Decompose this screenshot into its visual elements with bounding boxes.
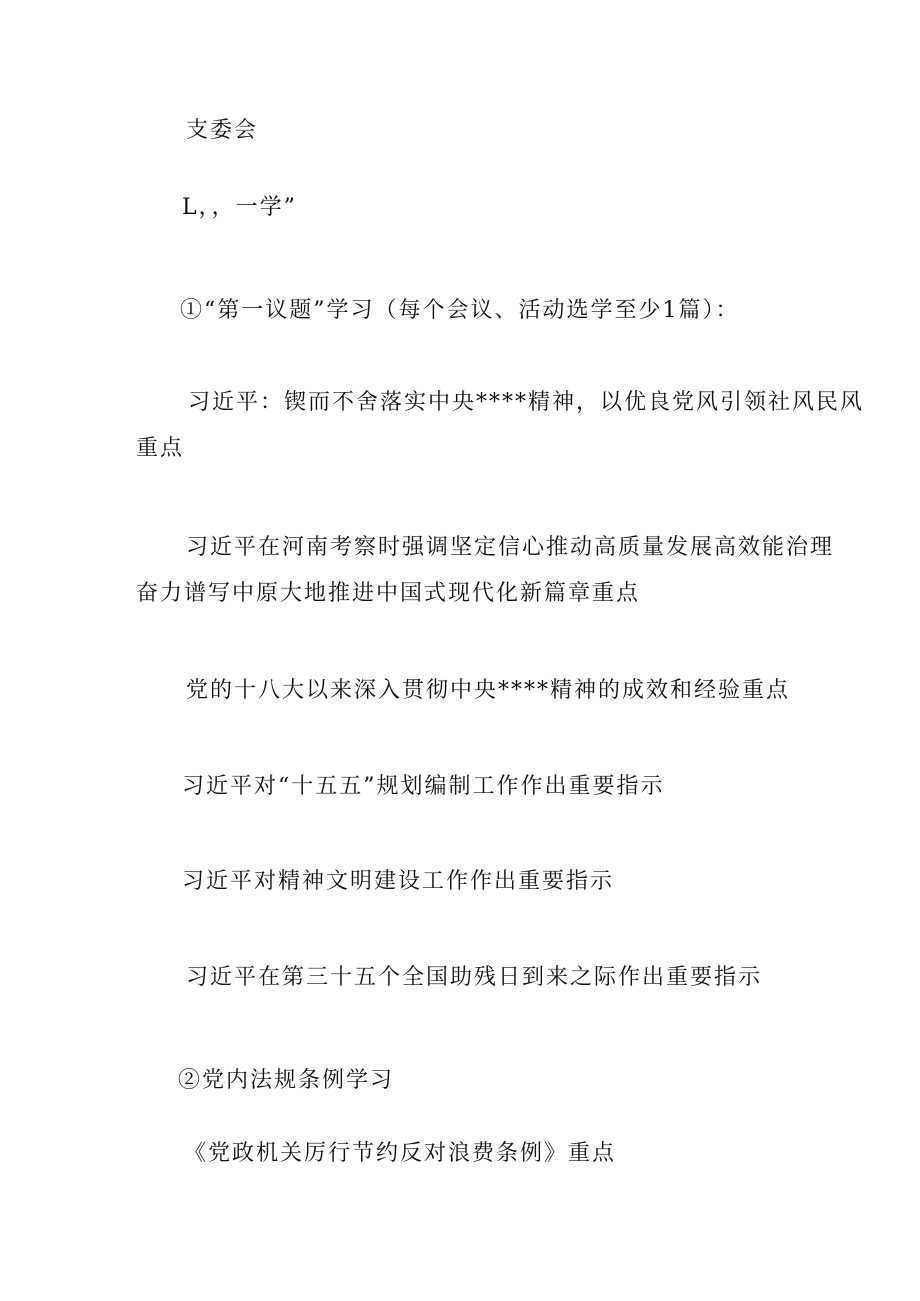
item-1 xyxy=(136,380,864,472)
item-1-line-2: 重点 xyxy=(136,436,185,461)
item-2-line-2: 奋力谱写中原大地推进中国式现代化新篇章重点 xyxy=(136,581,641,606)
note-text: L，，一学” xyxy=(182,195,297,220)
section-1-title: ①“第一议题”学习（每个会议、活动选学至少1篇）： xyxy=(180,298,740,323)
item-1-line-1: 习近平：锲而不舍落实中央****精神，以优良党风引领社风民风 xyxy=(188,390,865,415)
heading-text: 支委会 xyxy=(186,118,259,143)
item-2 xyxy=(136,525,834,617)
item-5: 习近平对精神文明建设工作作出重要指示 xyxy=(182,869,615,894)
item-7: 《党政机关厉行节约反对浪费条例》重点 xyxy=(184,1141,617,1166)
item-6: 习近平在第三十五个全国助残日到来之际作出重要指示 xyxy=(186,965,763,990)
item-4: 习近平对“十五五”规划编制工作作出重要指示 xyxy=(182,774,665,799)
item-2-line-1: 习近平在河南考察时强调坚定信心推动高质量发展高效能治理 xyxy=(186,535,835,560)
item-3: 党的十八大以来深入贯彻中央****精神的成效和经验重点 xyxy=(186,678,791,703)
section-2-title: ②党内法规条例学习 xyxy=(178,1068,395,1093)
